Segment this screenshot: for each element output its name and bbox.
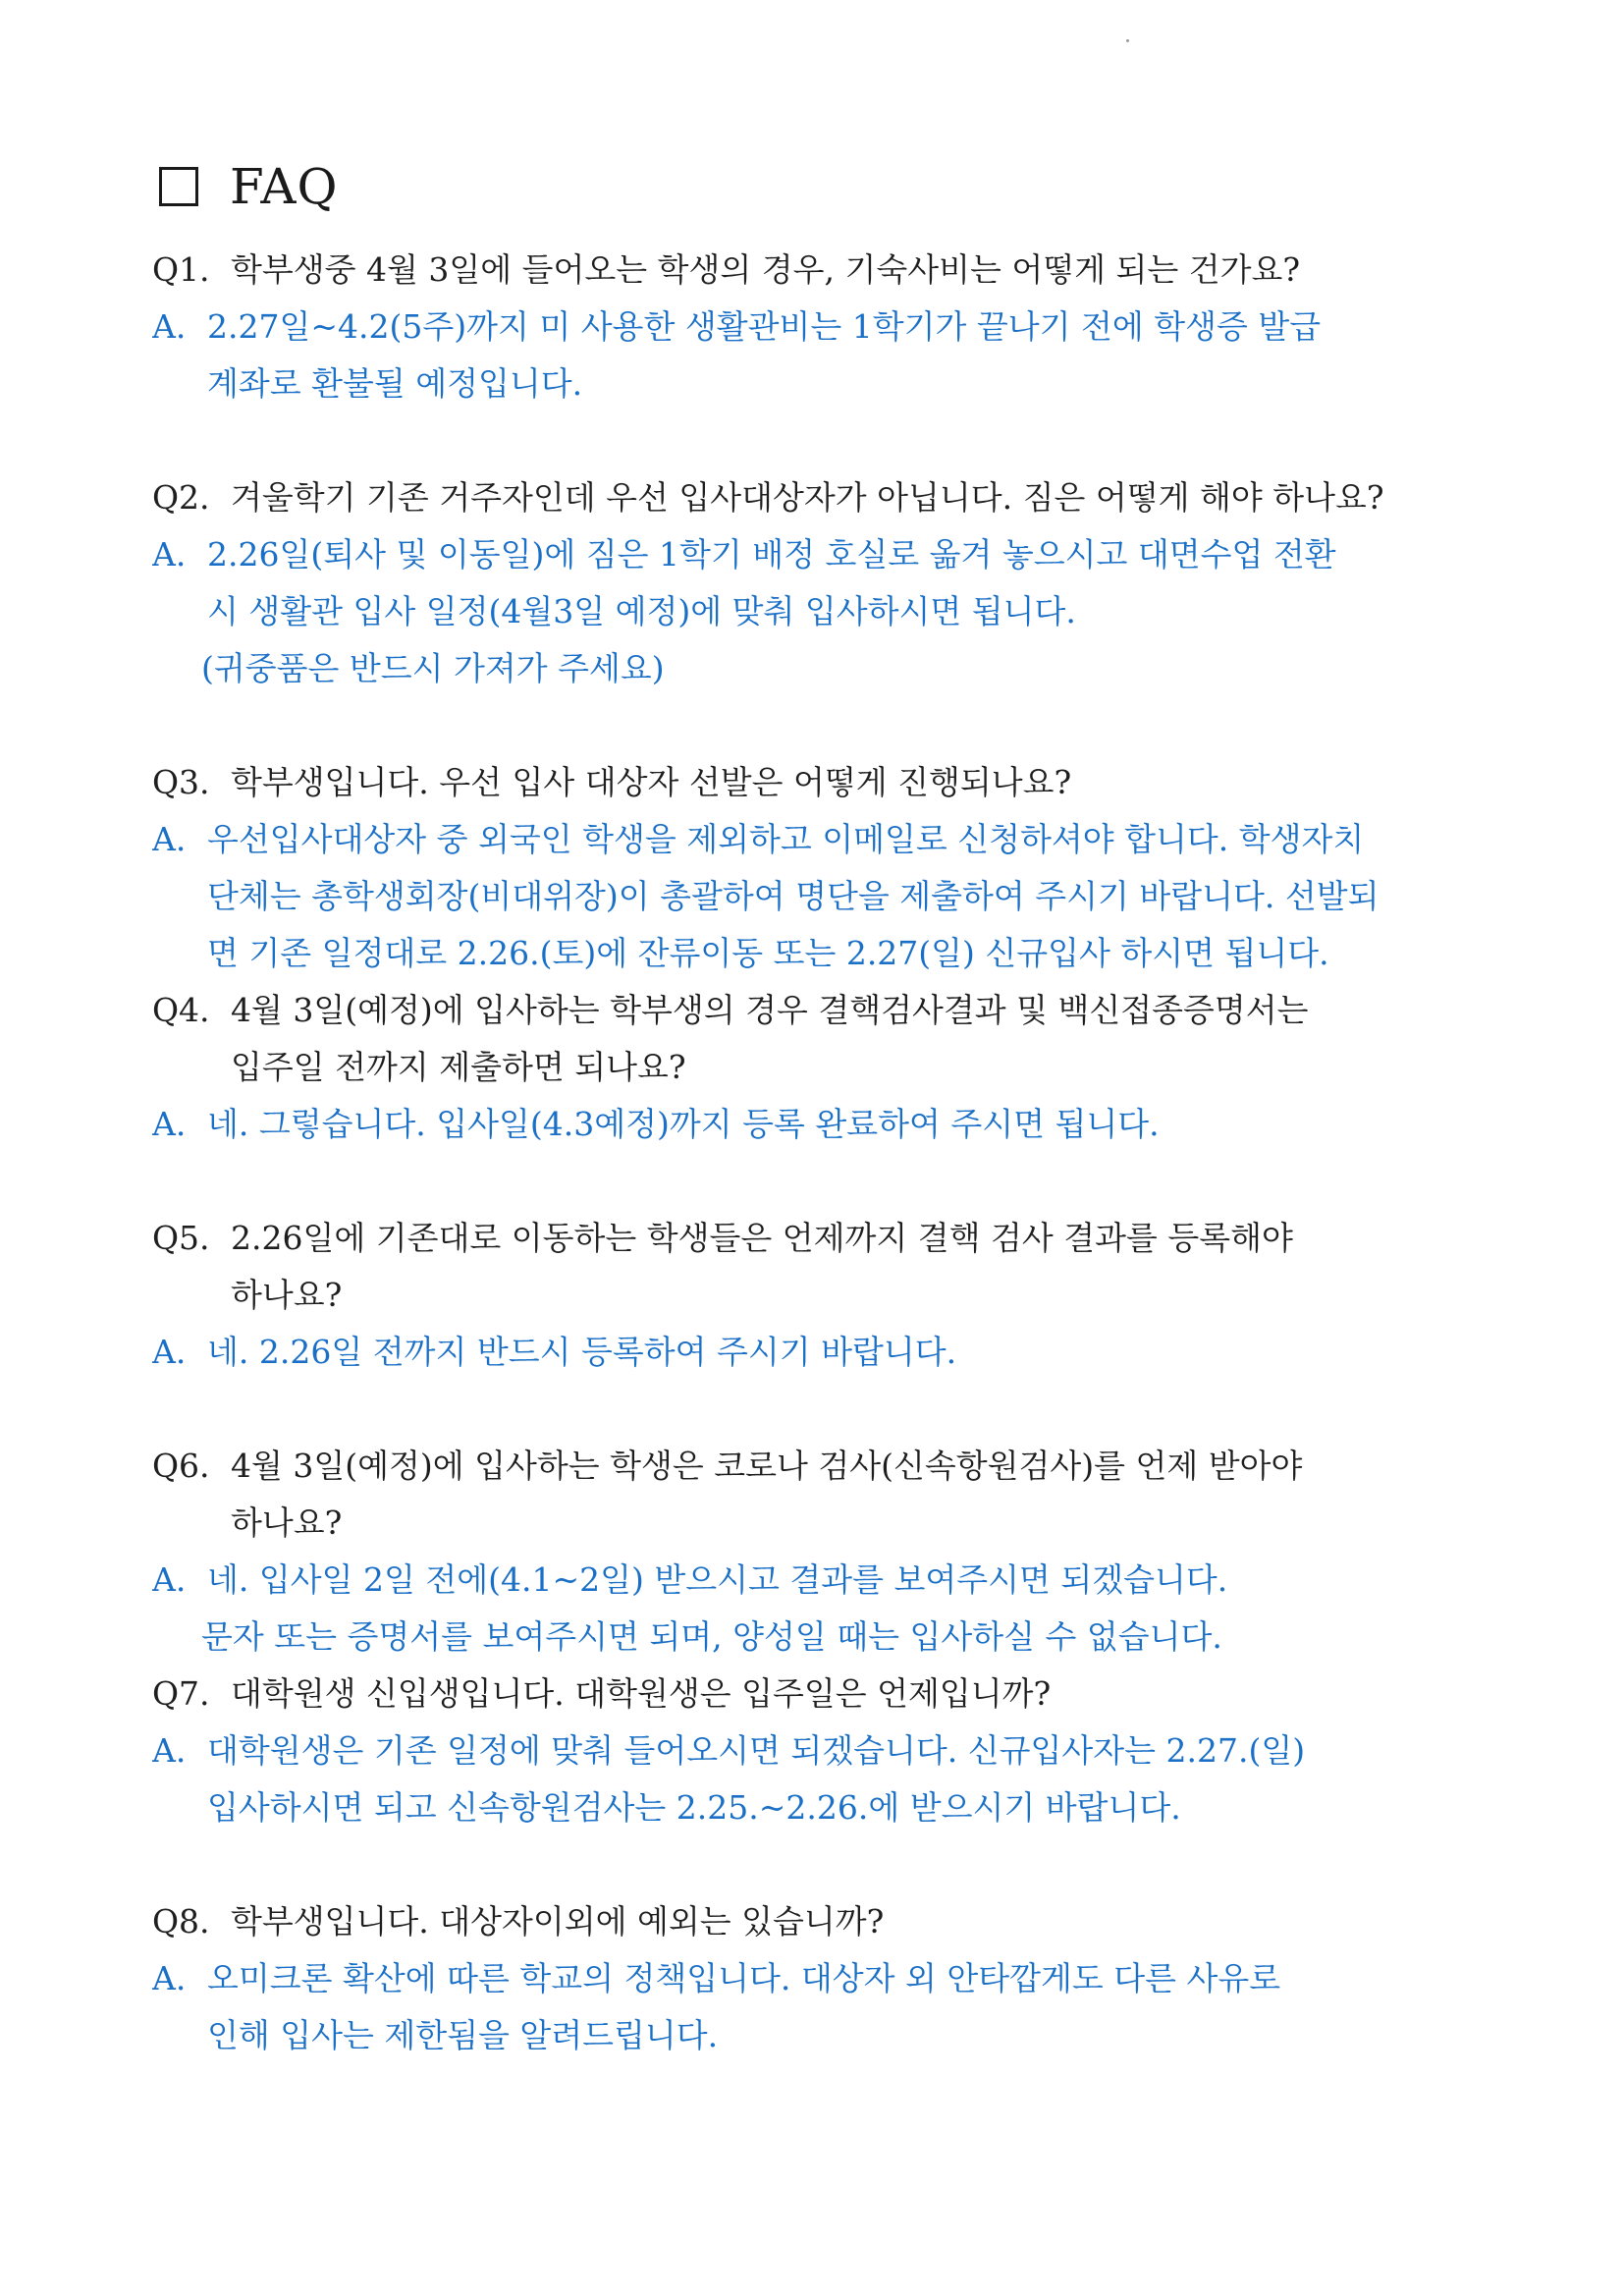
answer-text-continued: 시 생활관 입사 일정(4월3일 예정)에 맞춰 입사하시면 됩니다.	[207, 592, 1076, 630]
answer-line	[152, 1722, 1473, 1779]
answer-text: 네. 2.26일 전까지 반드시 등록하여 주시기 바랍니다.	[207, 1333, 957, 1371]
question-number: Q8.	[152, 1902, 210, 1941]
question-number: Q2.	[152, 478, 210, 517]
answer-text: 네. 그렇습니다. 입사일(4.3예정)까지 등록 완료하여 주시면 됩니다.	[207, 1105, 1160, 1143]
answer-line	[152, 1950, 1473, 2007]
question-text: 2.26일에 기존대로 이동하는 학생들은 언제까지 결핵 검사 결과를 등록해야	[231, 1219, 1293, 1257]
question-line	[152, 469, 1473, 526]
answer-line	[152, 526, 1473, 583]
faq-item	[152, 1666, 1473, 1836]
question-text: 겨울학기 기존 거주자인데 우선 입사대상자가 아닙니다. 짐은 어떻게 해야 하나요?	[231, 478, 1384, 517]
question-text: 학부생입니다. 대상자이외에 예외는 있습니까?	[231, 1902, 885, 1941]
answer-line	[152, 811, 1473, 868]
question-line	[152, 982, 1473, 1039]
answer-label: A.	[152, 1105, 187, 1143]
answer-text-continued: 면 기존 일정대로 2.26.(토)에 잔류이동 또는 2.27(일) 신규입사 하시면 됩니다.	[207, 934, 1329, 972]
question-line	[152, 1893, 1473, 1950]
answer-text-continued: 단체는 총학생회장(비대위장)이 총괄하여 명단을 제출하여 주시기 바랍니다. 선발되	[207, 877, 1380, 915]
answer-text-continued: 인해 입사는 제한됨을 알려드립니다.	[207, 2016, 719, 2054]
answer-text: 네. 입사일 2일 전에(4.1~2일) 받으시고 결과를 보여주시면 되겠습니다.	[207, 1560, 1228, 1599]
question-number: Q7.	[152, 1674, 210, 1713]
faq-item	[152, 469, 1473, 697]
faq-item	[152, 754, 1473, 982]
answer-label: A.	[152, 1560, 187, 1599]
question-number: Q3.	[152, 763, 210, 801]
question-line	[152, 1210, 1473, 1267]
question-text-continued: 하나요?	[231, 1503, 343, 1542]
answer-label: A.	[152, 1959, 187, 1997]
answer-line	[152, 1096, 1473, 1153]
question-text: 4월 3일(예정)에 입사하는 학부생의 경우 결핵검사결과 및 백신접종증명서는	[231, 991, 1309, 1029]
question-text: 학부생중 4월 3일에 들어오는 학생의 경우, 기숙사비는 어떻게 되는 건가요?	[231, 250, 1301, 289]
answer-text-continued: 문자 또는 증명서를 보여주시면 되며, 양성일 때는 입사하실 수 없습니다.	[201, 1617, 1222, 1656]
question-line	[152, 242, 1473, 299]
answer-label: A.	[152, 535, 187, 574]
question-line	[152, 754, 1473, 811]
question-text: 4월 3일(예정)에 입사하는 학생은 코로나 검사(신속항원검사)를 언제 받아야	[231, 1447, 1303, 1485]
question-number: Q5.	[152, 1219, 210, 1257]
faq-item	[152, 242, 1473, 412]
answer-label: A.	[152, 307, 187, 346]
answer-text: 2.27일~4.2(5주)까지 미 사용한 생활관비는 1학기가 끝나기 전에 학생증 발급	[207, 307, 1322, 346]
faq-item	[152, 1438, 1473, 1666]
answer-text: 2.26일(퇴사 및 이동일)에 짐은 1학기 배정 호실로 옮겨 놓으시고 대면수업 전환	[207, 535, 1336, 574]
question-line	[152, 1438, 1473, 1495]
faq-item	[152, 982, 1473, 1153]
question-line	[152, 1666, 1473, 1722]
faq-item	[152, 1893, 1473, 2064]
question-text-continued: 하나요?	[231, 1276, 343, 1314]
answer-line	[152, 299, 1473, 355]
answer-line	[152, 1324, 1473, 1381]
question-number: Q4.	[152, 991, 210, 1029]
answer-label: A.	[152, 820, 187, 858]
question-text: 학부생입니다. 우선 입사 대상자 선발은 어떻게 진행되나요?	[231, 763, 1072, 801]
question-text: 대학원생 신입생입니다. 대학원생은 입주일은 언제입니까?	[231, 1674, 1052, 1713]
answer-text-continued: 입사하시면 되고 신속항원검사는 2.25.~2.26.에 받으시기 바랍니다.	[207, 1788, 1181, 1827]
answer-label: A.	[152, 1333, 187, 1371]
answer-text: 우선입사대상자 중 외국인 학생을 제외하고 이메일로 신청하셔야 합니다. 학생자치	[207, 820, 1365, 858]
question-number: Q1.	[152, 250, 210, 289]
page-title: FAQ	[230, 158, 339, 215]
question-text-continued: 입주일 전까지 제출하면 되나요?	[231, 1048, 686, 1086]
answer-text: 대학원생은 기존 일정에 맞춰 들어오시면 되겠습니다. 신규입사자는 2.27.(일)	[207, 1731, 1306, 1770]
question-number: Q6.	[152, 1447, 210, 1485]
answer-line	[152, 1552, 1473, 1609]
answer-label: A.	[152, 1731, 187, 1770]
answer-text-continued: (귀중품은 반드시 가져가 주세요)	[201, 649, 665, 687]
faq-item	[152, 1210, 1473, 1381]
answer-text: 오미크론 확산에 따른 학교의 정책입니다. 대상자 외 안타깝게도 다른 사유로	[207, 1959, 1281, 1997]
answer-text-continued: 계좌로 환불될 예정입니다.	[207, 364, 583, 403]
